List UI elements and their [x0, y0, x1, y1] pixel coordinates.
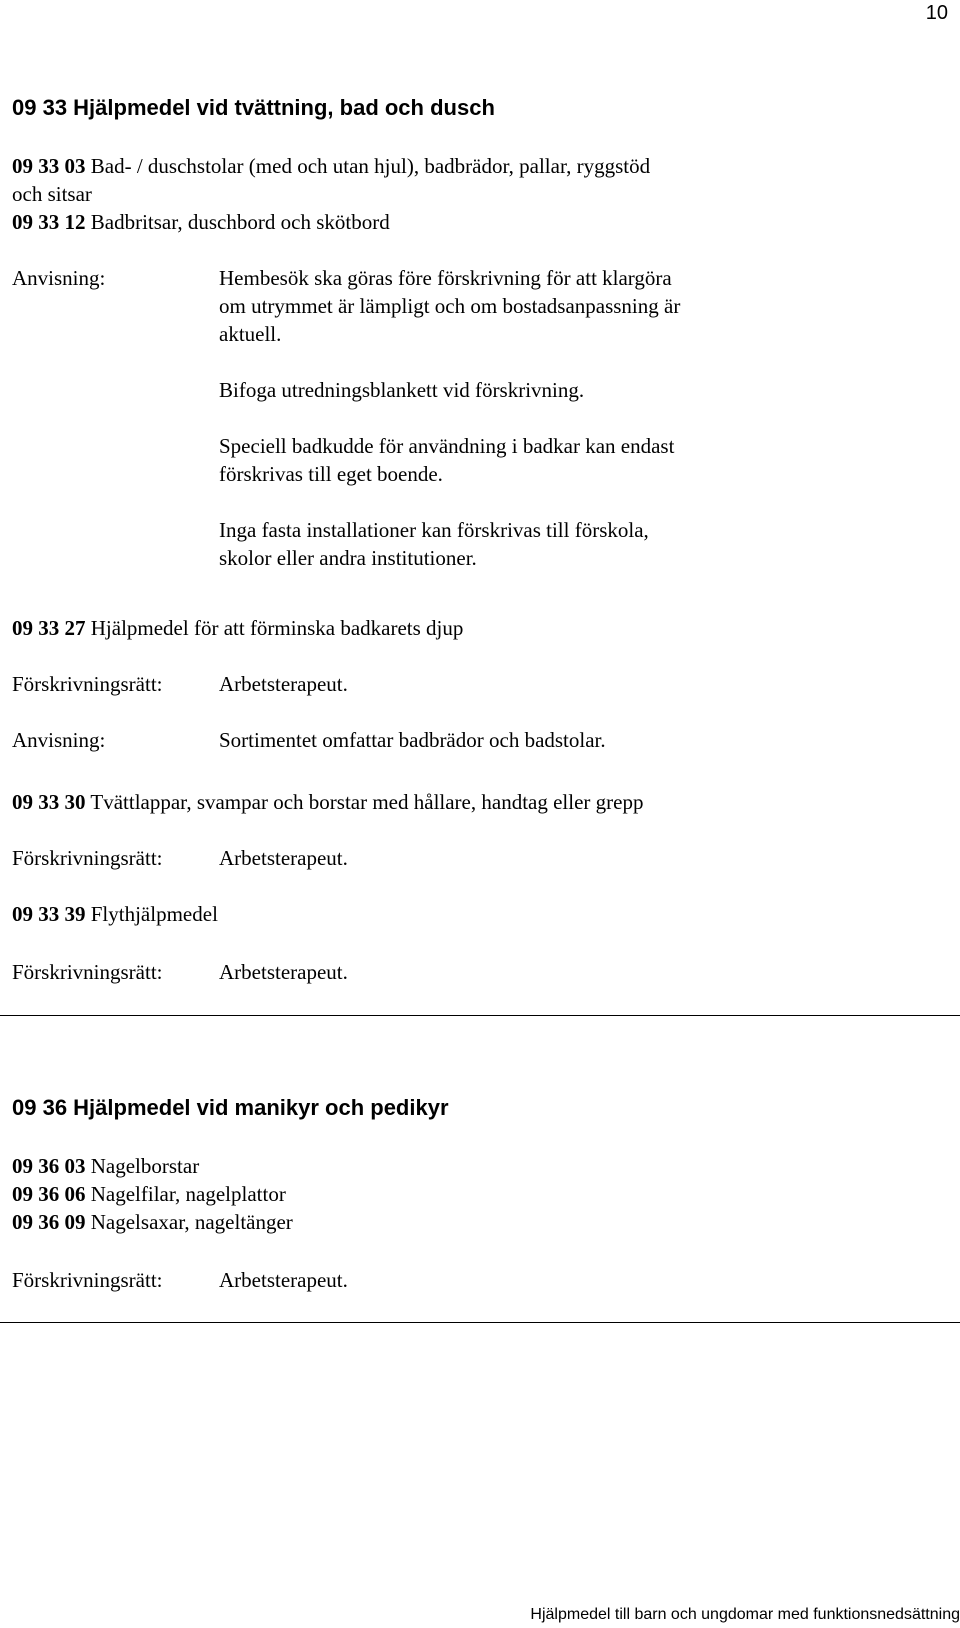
- item-line: [12, 208, 390, 236]
- rights-value: Arbetsterapeut.: [219, 960, 348, 984]
- rights-value: Arbetsterapeut.: [219, 846, 348, 870]
- item-code: 09 36 06: [12, 1182, 86, 1206]
- item-text: Nagelsaxar, nageltänger: [85, 1210, 293, 1234]
- item-text: Tvättlappar, svampar och borstar med hållare, handtag eller grepp: [85, 790, 644, 814]
- anvisning-paragraph: [219, 432, 819, 488]
- section-heading-0936: 09 36 Hjälpmedel vid manikyr och pedikyr: [12, 1095, 449, 1120]
- item-code: 09 33 12: [12, 210, 86, 234]
- item-line: [12, 1180, 286, 1208]
- item-code: 09 36 09: [12, 1210, 86, 1234]
- text-line: Bifoga utredningsblankett vid förskrivning.: [219, 378, 585, 402]
- rights-label: Förskrivningsrätt:: [12, 960, 163, 984]
- item-text: Flythjälpmedel: [85, 902, 218, 926]
- anvisning-paragraph: [219, 376, 819, 404]
- rights-label: Förskrivningsrätt:: [12, 846, 163, 870]
- subsection-title: [12, 614, 463, 642]
- item-text: Badbritsar, duschbord och skötbord: [85, 210, 390, 234]
- text-line: aktuell.: [219, 322, 282, 346]
- anvisning-label: Anvisning:: [12, 728, 106, 752]
- item-text: Nagelborstar: [85, 1154, 200, 1178]
- item-code: 09 33 30: [12, 790, 86, 814]
- rights-value: Arbetsterapeut.: [219, 1268, 348, 1292]
- anvisning-label: Anvisning:: [12, 266, 106, 290]
- text-line: skolor eller andra institutioner.: [219, 546, 477, 570]
- item-text: Bad- / duschstolar (med och utan hjul), badbrädor, pallar, ryggstöd: [85, 154, 651, 178]
- section-divider: [0, 1322, 960, 1323]
- rights-label: Förskrivningsrätt:: [12, 672, 163, 696]
- page-number: 10: [925, 2, 948, 24]
- page-footer: Hjälpmedel till barn och ungdomar med funktionsnedsättning: [530, 1606, 960, 1623]
- text-line: Speciell badkudde för användning i badkar kan endast: [219, 434, 675, 458]
- anvisning-value: Sortimentet omfattar badbrädor och badstolar.: [219, 728, 606, 752]
- item-code: 09 33 39: [12, 902, 86, 926]
- rights-label: Förskrivningsrätt:: [12, 1268, 163, 1292]
- item-code: 09 36 03: [12, 1154, 86, 1178]
- item-line: [12, 152, 650, 180]
- item-text: Hjälpmedel för att förminska badkarets djup: [85, 616, 464, 640]
- subsection-title: [12, 788, 643, 816]
- section-divider: [0, 1015, 960, 1016]
- section-heading-0933: 09 33 Hjälpmedel vid tvättning, bad och dusch: [12, 95, 495, 120]
- item-line: [12, 1152, 199, 1180]
- item-text: Nagelfilar, nagelplattor: [85, 1182, 286, 1206]
- text-line: förskrivas till eget boende.: [219, 462, 443, 486]
- text-line: Hembesök ska göras före förskrivning för att klargöra: [219, 266, 672, 290]
- rights-value: Arbetsterapeut.: [219, 672, 348, 696]
- subsection-title: [12, 900, 218, 928]
- item-code: 09 33 03: [12, 154, 86, 178]
- text-line: om utrymmet är lämpligt och om bostadsanpassning är: [219, 294, 681, 318]
- item-line: [12, 1208, 293, 1236]
- text-line: Inga fasta installationer kan förskrivas till förskola,: [219, 518, 649, 542]
- item-code: 09 33 27: [12, 616, 86, 640]
- anvisning-paragraph: [219, 264, 819, 348]
- anvisning-paragraph: [219, 516, 819, 572]
- item-text: och sitsar: [12, 182, 92, 206]
- item-line: [12, 180, 92, 208]
